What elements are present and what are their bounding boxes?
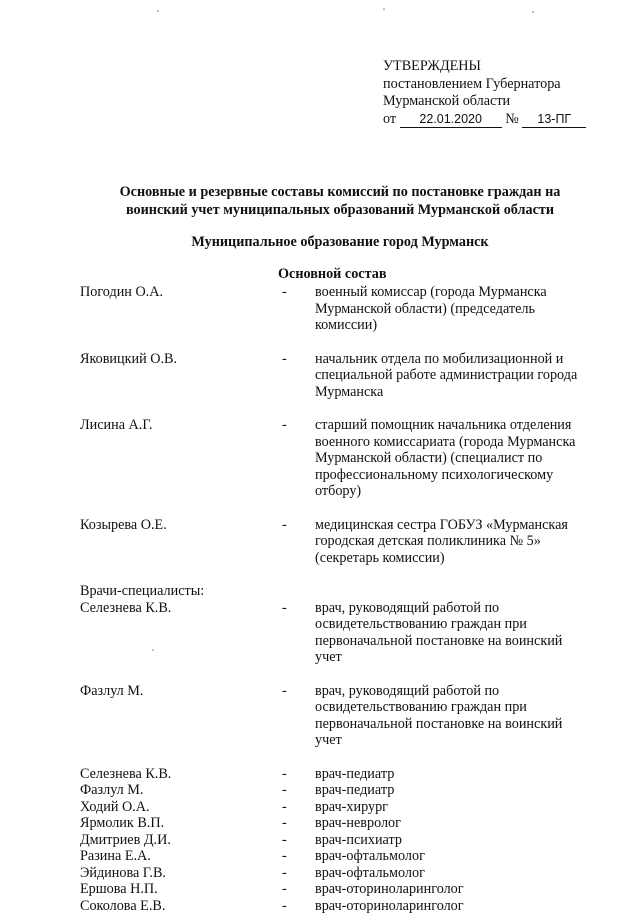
- title-line-2: воинский учет муниципальных образований Мурманской области: [60, 202, 620, 220]
- specialist-role: врач-оториноларинголог: [315, 881, 585, 898]
- role-line: первоначальной постановке на воинский: [315, 716, 585, 733]
- role-line: начальник отдела по мобилизационной и: [315, 351, 585, 368]
- approval-number-sign: №: [505, 111, 519, 127]
- specialist-name: Фазлул М.: [80, 782, 282, 799]
- role-line: медицинская сестра ГОБУЗ «Мурманская: [315, 517, 585, 534]
- specialist-role: врач-офтальмолог: [315, 848, 585, 865]
- specialist-dash: -: [282, 600, 315, 666]
- specialist-dash: -: [282, 865, 315, 882]
- role-line: учет: [315, 732, 585, 749]
- specialist-dash: -: [282, 683, 315, 749]
- role-line: старший помощник начальника отделения: [315, 417, 585, 434]
- specialist-role: врач-невролог: [315, 815, 585, 832]
- specialist-name: Ершова Н.П.: [80, 881, 282, 898]
- role-line: Мурманска: [315, 384, 585, 401]
- specialist-name: Разина Е.А.: [80, 848, 282, 865]
- role-line: городская детская поликлиника № 5»: [315, 533, 585, 550]
- specialist-name: Фазлул М.: [80, 683, 282, 749]
- role-line: первоначальной постановке на воинский: [315, 633, 585, 650]
- role-line: врач, руководящий работой по: [315, 683, 585, 700]
- role-line: профессиональному психологическому: [315, 467, 585, 484]
- specialist-dash: -: [282, 848, 315, 865]
- specialists-label: Врачи-специалисты:: [80, 583, 600, 600]
- specialist-role: врач-оториноларинголог: [315, 898, 585, 914]
- role-line: освидетельствованию граждан при: [315, 616, 585, 633]
- specialist-role: врач-педиатр: [315, 766, 585, 783]
- specialist-name: Селезнева К.В.: [80, 600, 282, 666]
- municipality-heading: Муниципальное образование город Мурманск: [60, 234, 620, 252]
- role-line: комиссии): [315, 317, 585, 334]
- role-line: военного комиссариата (города Мурманска: [315, 434, 585, 451]
- specialist-role: врач-педиатр: [315, 782, 585, 799]
- member-name: Козырева О.Е.: [80, 517, 282, 567]
- member-dash: -: [282, 417, 315, 500]
- specialist-role: врач-хирург: [315, 799, 585, 816]
- role-line: (секретарь комиссии): [315, 550, 585, 567]
- specialist-dash: -: [282, 832, 315, 849]
- specialist-name: Селезнева К.В.: [80, 766, 282, 783]
- member-dash: -: [282, 517, 315, 567]
- approval-number: 13-ПГ: [522, 112, 586, 128]
- specialist-name: Соколова Е.В.: [80, 898, 282, 914]
- role-line: врач, руководящий работой по: [315, 600, 585, 617]
- specialist-role: врач-психиатр: [315, 832, 585, 849]
- member-name: Погодин О.А.: [80, 284, 282, 334]
- specialist-dash: -: [282, 815, 315, 832]
- specialist-name: Эйдинова Г.В.: [80, 865, 282, 882]
- specialist-name: Ярмолик В.П.: [80, 815, 282, 832]
- approval-line-2: постановлением Губернатора: [383, 76, 586, 94]
- specialist-dash: -: [282, 799, 315, 816]
- role-line: специальной работе администрации города: [315, 367, 585, 384]
- approval-from-label: от: [383, 111, 396, 127]
- role-line: Мурманской области) (председатель: [315, 301, 585, 318]
- role-line: учет: [315, 649, 585, 666]
- approval-heading: УТВЕРЖДЕНЫ: [383, 58, 586, 76]
- specialist-dash: -: [282, 782, 315, 799]
- specialist-dash: -: [282, 898, 315, 914]
- member-name: Яковицкий О.В.: [80, 351, 282, 401]
- section-heading: Основной состав: [278, 266, 386, 284]
- specialist-dash: -: [282, 766, 315, 783]
- role-line: Мурманской области) (специалист по: [315, 450, 585, 467]
- member-name: Лисина А.Г.: [80, 417, 282, 500]
- member-dash: -: [282, 284, 315, 334]
- specialist-name: Дмитриев Д.И.: [80, 832, 282, 849]
- specialist-role: врач-офтальмолог: [315, 865, 585, 882]
- member-dash: -: [282, 351, 315, 401]
- title-line-1: Основные и резервные составы комиссий по постановке граждан на: [60, 184, 620, 202]
- role-line: освидетельствованию граждан при: [315, 699, 585, 716]
- approval-date: 22.01.2020: [400, 112, 502, 128]
- role-line: отбору): [315, 483, 585, 500]
- role-line: военный комиссар (города Мурманска: [315, 284, 585, 301]
- specialist-dash: -: [282, 881, 315, 898]
- specialist-name: Ходий О.А.: [80, 799, 282, 816]
- approval-line-3: Мурманской области: [383, 93, 586, 111]
